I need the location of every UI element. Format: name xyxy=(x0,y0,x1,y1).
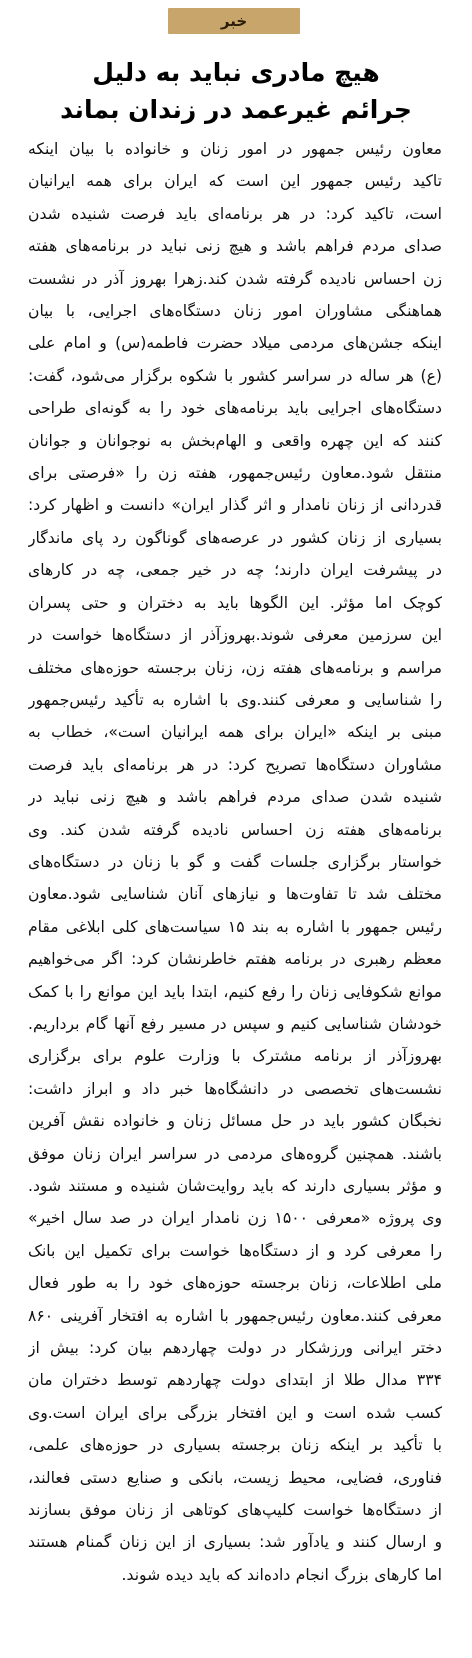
headline-line-1: هیچ مادری نباید به دلیل xyxy=(92,58,380,87)
article-line: تاکید رئیس جمهور این است که ایران برای همه ایرانیان xyxy=(28,172,442,191)
article-line: مشاوران دستگاه‌ها تصریح کرد: در هر برنامه‌ای باید فرصت xyxy=(28,755,442,774)
article-line: معرفی کنند.معاون رئیس‌جمهور با اشاره به افتخار آفرینی ۸۶۰ xyxy=(28,1306,442,1325)
article-line: و ارسال کنند و یادآور شد: بسیاری از این زنان گمنام هستند xyxy=(28,1533,442,1552)
article-line: اما کارهای بزرگ انجام داده‌اند که باید دیده شوند. xyxy=(121,1565,442,1584)
article-line: مبنی بر اینکه «ایران برای همه ایرانیان است»، خطاب به xyxy=(28,723,442,742)
article-line: مختلف شد تا تفاوت‌ها و نیازهای آنان شناسایی شود.معاون xyxy=(28,885,442,904)
article-line: مراسم و برنامه‌های هفته زن، زنان برجسته حوزه‌های مختلف xyxy=(28,658,442,677)
article-line: دختر ایرانی ورزشکار در دولت چهاردهم بیان کرد: بیش از xyxy=(28,1339,442,1358)
article-line: خودشان شناسایی کنیم و سپس در مسیر رفع آنها گام برداریم. xyxy=(28,1014,442,1033)
headline-line-2: جرائم غیرعمد در زندان بماند xyxy=(60,95,412,124)
article-line: خواستار برگزاری جلسات گفت و گو با زنان در دستگاه‌های xyxy=(28,852,442,871)
article-line: از دستگاه‌ها خواست کلیپ‌های کوتاهی از زنان موفق بسازند xyxy=(28,1501,442,1520)
section-label-news: خبر xyxy=(168,8,300,34)
article-line: ۳۳۴ مدال طلا از ابتدای دولت چهاردهم توسط دختران مان xyxy=(28,1371,442,1390)
headline xyxy=(20,54,452,128)
article-line: و مؤثر بسیاری دارند که باید روایت‌شان شنیده و مستند شود. xyxy=(28,1177,442,1195)
article-line: بهروزآذر از برنامه مشترک با وزارت علوم برای برگزاری xyxy=(28,1047,442,1066)
article-line: باشند. همچنین گروه‌های مردمی در سراسر ایران زنان موفق xyxy=(28,1144,442,1163)
article-line: دستگاه‌های اجرایی باید برنامه‌های خود را به گونه‌ای طراحی xyxy=(28,399,442,418)
article-line: ملی اطلاعات، زنان برجسته حوزه‌های خود را به طور فعال xyxy=(28,1274,442,1293)
article-line: این سرزمین معرفی شوند.بهروزآذر از دستگاه‌ها خواست در xyxy=(28,626,442,645)
article-line: کوچک اما مؤثر. این الگوها باید به دختران و حتی پسران xyxy=(28,593,442,612)
article-line: کنند که این چهره واقعی و الهام‌بخش به نوجوانان و جوانان xyxy=(28,431,442,450)
article-line: بسیاری از زنان کشور در عرصه‌های گوناگون رد پای ماندگار xyxy=(28,528,442,547)
article-line: رئیس جمهور با اشاره به بند ۱۵ سیاست‌های کلی ابلاغی مقام xyxy=(28,917,442,936)
article-body xyxy=(28,133,442,1591)
article-line: معاون رئیس جمهور در امور زنان و خانواده با بیان اینکه xyxy=(28,140,442,158)
article-line: معظم رهبری در برنامه هفتم خاطرنشان کرد: اگر می‌خواهیم xyxy=(28,950,442,969)
article-line: نخبگان کشور باید در حل مسائل زنان و خانواده نقش آفرین xyxy=(28,1112,442,1131)
article-line: اینکه جشن‌های مردمی میلاد حضرت فاطمه(س) و امام علی xyxy=(28,334,442,353)
article-line: است، تاکید کرد: در هر برنامه‌ای باید فرصت شنیده شدن xyxy=(28,204,442,223)
article-line: نشست‌های تخصصی در دانشگاه‌ها خبر داد و ابراز داشت: xyxy=(28,1079,442,1098)
article-line: را شناسایی و معرفی کنند.وی با اشاره به تأکید رئیس‌جمهور xyxy=(28,690,442,709)
article-line: (ع) هر ساله در سراسر کشور با شکوه برگزار می‌شود، گفت: xyxy=(28,366,442,385)
article-line: برنامه‌های هفته زن احساس نادیده گرفته شدن کند. وی xyxy=(28,820,442,839)
article-line: شنیده شدن صدای مردم فراهم باشد و هیچ زنی نباید در xyxy=(28,788,442,807)
article-line: هماهنگی مشاوران امور زنان دستگاه‌های اجرایی، با بیان xyxy=(28,302,442,321)
article-line: قدردانی از زنان نامدار و اثر گذار ایران» دانست و اظهار کرد: xyxy=(28,496,442,515)
article-line: موانع شکوفایی زنان را رفع کنیم، ابتدا باید این موانع را با کمک xyxy=(28,982,442,1001)
article-line: در پیشرفت ایران دارند؛ چه در خیر جمعی، چه در کارهای xyxy=(28,561,442,580)
article-line: وی پروژه «معرفی ۱۵۰۰ زن نامدار ایران در صد سال اخیر» xyxy=(28,1209,442,1228)
article-line: صدای مردم فراهم باشد و هیچ زنی نباید در برنامه‌های هفته xyxy=(28,237,442,256)
article-line: منتقل شود.معاون رئیس‌جمهور، هفته زن را «فرصتی برای xyxy=(28,464,442,483)
article-line: فناوری، فضایی، محیط زیست، بانکی و صنایع دستی فعالند، xyxy=(28,1468,442,1487)
article-line: زن احساس نادیده گرفته شدن کند.زهرا بهروز آذر در نشست xyxy=(28,269,442,288)
article-line: را معرفی کرد و از دستگاه‌ها خواست برای تکمیل این بانک xyxy=(28,1241,442,1260)
article-line: کسب شده است و این افتخار بزرگی برای ایران است.وی xyxy=(28,1403,442,1422)
article-line: با تأکید بر اینکه زنان برجسته بسیاری در حوزه‌های علمی، xyxy=(28,1436,442,1455)
